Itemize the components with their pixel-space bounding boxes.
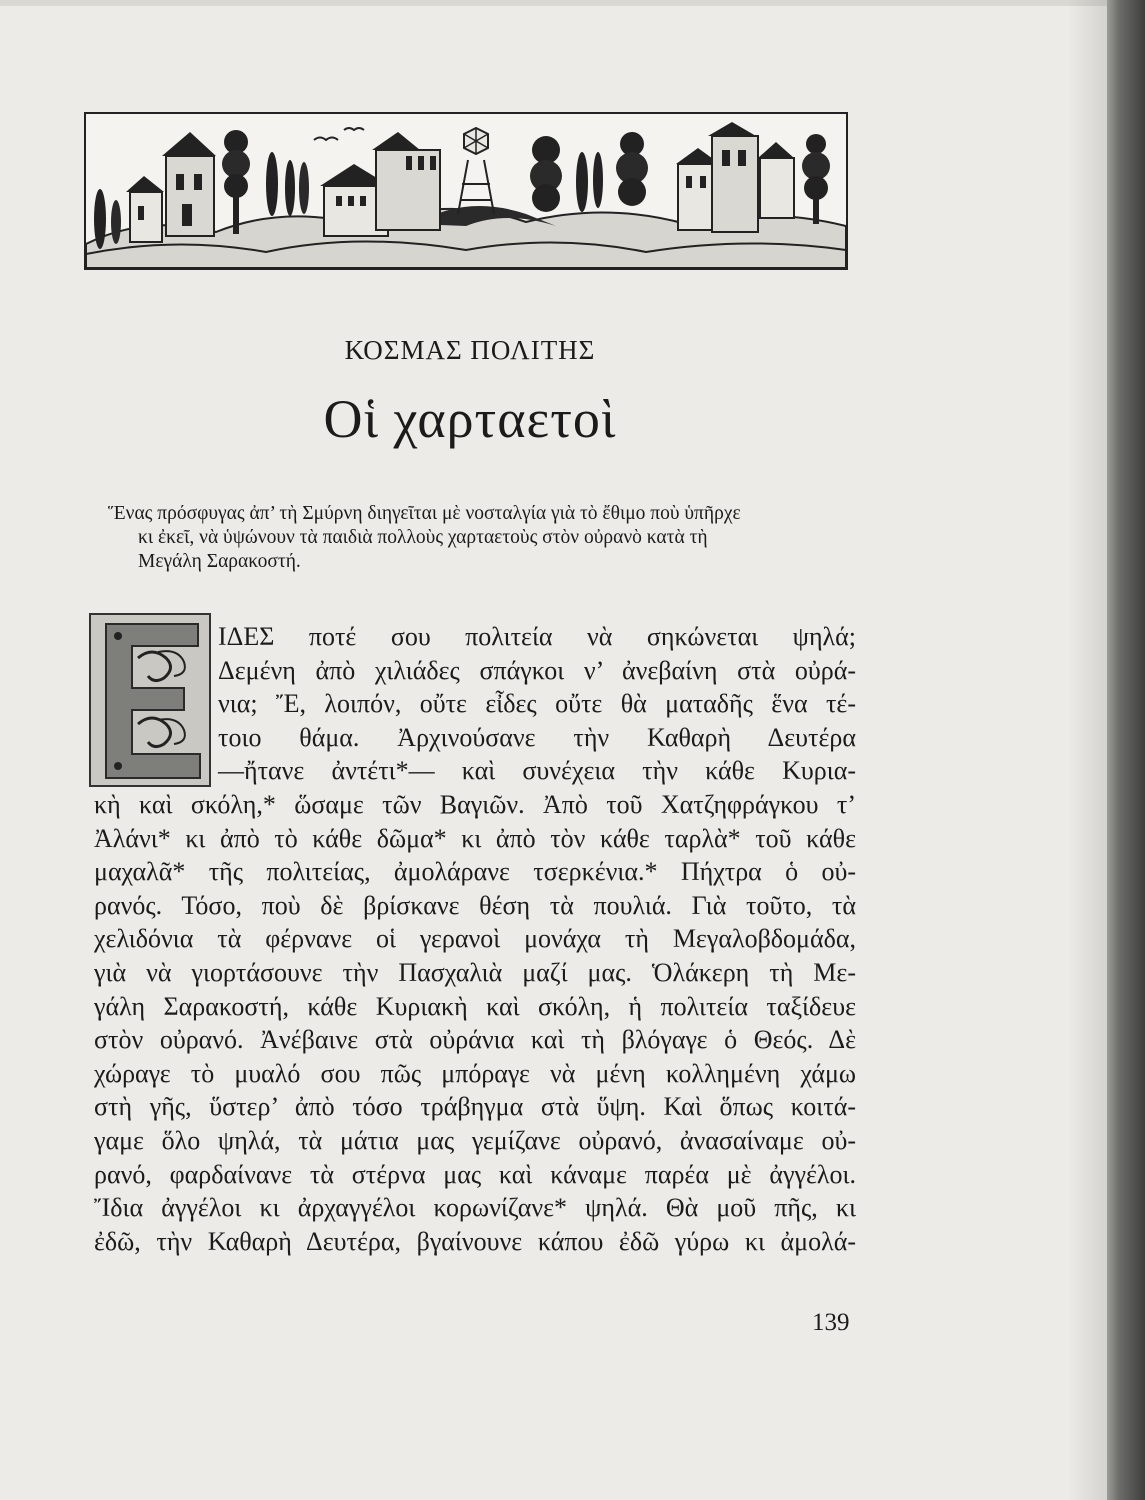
body-line: Ἀλάνι* κι ἀπὸ τὸ κάθε δῶμα* κι ἀπὸ τὸν κάθε ταρλὰ* τοῦ κάθε [94,823,856,853]
body-line: κὴ καὶ σκόλη,* ὥσαμε τῶν Βαγιῶν. Ἀπὸ τοῦ Χατζηφράγκου τ’ [94,789,856,819]
village-vignette-illustration [84,112,848,270]
body-line: —ἤτανε ἀντέτι*— καὶ συνέχεια τὴν κάθε Κυρια- [218,756,856,786]
body-line: νια; Ἔ, λοιπόν, οὔτε εἶδες οὔτε θὰ ματαδῆς ἕνα τέ- [218,689,856,719]
body-line: ρανό, φαρδαίνανε τὰ στέρνα μας καὶ κάναμε παρέα μὲ ἀγγέλοι. [94,1159,856,1189]
body-line: στὸν οὐρανό. Ἀνέβαινε στὰ οὐράνια καὶ τὴ βλόγαγε ὁ Θεός. Δὲ [94,1025,856,1055]
intro-line: κι ἐκεῖ, νὰ ὑψώνουν τὰ παιδιὰ πολλοὺς χαρταετοὺς στὸν οὐρανὸ κατὰ τὴ [138,527,708,548]
story-title: Οἱ χαρταετοὶ [323,389,617,449]
book-binding-gutter [1107,0,1145,1500]
intro-line: Ἕνας πρόσφυγας ἀπ’ τὴ Σμύρνη διηγεῖται μὲ νοσταλγία γιὰ τὸ ἔθιμο ποὺ ὑπῆρχε [108,503,741,524]
body-line: γιὰ νὰ γιορτάσουνε τὴν Πασχαλιὰ μαζί μας. Ὁλάκερη τὴ Με- [94,957,856,987]
page-number: 139 [812,1309,850,1336]
binding-shadow [1067,0,1107,1500]
body-line: γάλη Σαρακοστή, κάθε Κυριακὴ καὶ σκόλη, ἡ πολιτεία ταξίδευε [94,991,856,1021]
body-line: ΙΔΕΣ ποτέ σου πολιτεία νὰ σηκώνεται ψηλά; [218,622,856,651]
page-top-edge [0,0,1145,6]
intro-paragraph [108,502,853,574]
body-line: τοιο θάμα. Ἀρχινούσανε τὴν Καθαρὴ Δευτέρα [218,722,856,752]
body-line: Δεμένη ἀπὸ χιλιάδες σπάγκοι ν’ ἀνεβαίνη στὰ οὐρά- [218,655,856,685]
story-body [94,620,856,1258]
body-line: ρανός. Τόσο, ποὺ δὲ βρίσκανε θέση τὰ πουλιά. Γιὰ τοῦτο, τὰ [94,890,856,920]
body-line: μαχαλᾶ* τῆς πολιτείας, ἀμολάρανε τσερκένια.* Πήχτρα ὁ οὐ- [94,857,856,887]
body-line: ἐδῶ, τὴν Καθαρὴ Δευτέρα, βγαίνουνε κάπου ἐδῶ γύρω κι ἀμολά- [94,1226,856,1256]
author-name: ΚΟΣΜΑΣ ΠΟΛΙΤΗΣ [344,335,596,365]
body-line: χώραγε τὸ μυαλό σου πῶς μπόραγε νὰ μένη κολλημένη χάμω [94,1058,856,1088]
body-line: στὴ γῆς, ὕστερ’ ἀπὸ τόσο τράβηγμα στὰ ὕψη. Καὶ ὅπως κοιτά- [94,1092,856,1122]
body-line: Ἴδια ἀγγέλοι κι ἀρχαγγέλοι κορωνίζανε* ψηλά. Θὰ μοῦ πῆς, κι [94,1193,856,1223]
body-line: χελιδόνια τὰ φέρνανε οἱ γερανοὶ μονάχα τὴ Μεγαλοβδομάδα, [94,924,856,954]
body-line: γαμε ὅλο ψηλά, τὰ μάτια μας γεμίζανε οὐρανό, ἀνασαίναμε οὐ- [94,1125,856,1155]
intro-line: Μεγάλη Σαρακοστή. [138,551,301,572]
